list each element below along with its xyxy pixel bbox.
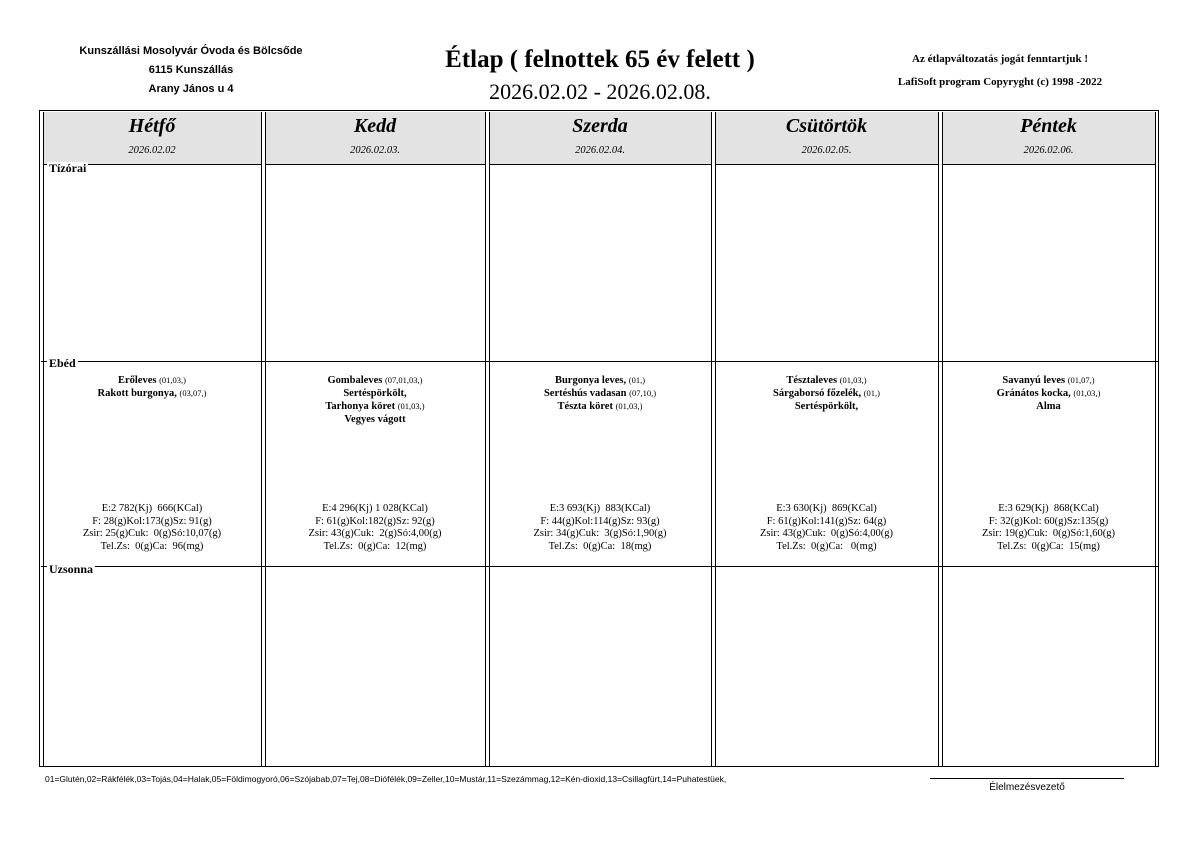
dish-name: Vegyes vágott — [344, 414, 406, 425]
dish-name: Sárgaborsó főzelék, — [773, 388, 862, 399]
dish-item — [265, 387, 485, 400]
dish-allergens: (01,03,) — [1073, 388, 1101, 398]
column-left-border — [265, 112, 266, 766]
dish-name: Savanyú leves — [1002, 375, 1066, 386]
column-right-border — [938, 112, 939, 766]
title-block — [400, 44, 800, 105]
dish-allergens: (01,03,) — [159, 375, 187, 385]
nutrition-line: E:3 630(Kj) 869(KCal) — [776, 503, 877, 514]
nutrition-line: F: 61(g)Kol:182(g)Sz: 92(g) — [315, 515, 435, 527]
dish-name: Burgonya leves, — [554, 375, 627, 386]
day-header — [715, 112, 938, 165]
dish-item — [265, 413, 485, 426]
column-right-border — [711, 112, 712, 766]
nutrition-line: F: 32(g)Kol: 60(g)Sz:135(g) — [988, 515, 1109, 527]
day-date: 2026.02.04. — [575, 145, 625, 156]
dish-name: Gombaleves — [327, 375, 383, 386]
nutrition-info — [715, 503, 938, 553]
grid-top-border — [39, 110, 1159, 111]
nutrition-line: Tel.Zs: 0(g)Ca: 15(mg) — [997, 540, 1100, 552]
dish-name: Tarhonya köret — [325, 401, 396, 412]
day-header — [489, 112, 711, 165]
nutrition-line: F: 44(g)Kol:114(g)Sz: 93(g) — [540, 515, 660, 527]
dish-item — [942, 387, 1155, 400]
nutrition-line: Zsir: 19(g)Cuk: 0(g)Só:1,60(g) — [982, 528, 1115, 539]
lunch-label: Ebéd — [49, 356, 76, 370]
nutrition-line: Zsir: 25(g)Cuk: 0(g)Só:10,07(g) — [82, 528, 222, 539]
nutrition-line: E:2 782(Kj) 666(KCal) — [101, 503, 203, 514]
nutrition-line: Zsir: 43(g)Cuk: 2(g)Só:4,00(g) — [308, 528, 442, 539]
nutrition-info — [489, 503, 711, 553]
morning-label: Tízórai — [49, 161, 87, 175]
dish-item — [715, 374, 938, 387]
dish-item — [942, 400, 1155, 413]
day-name: Hétfő — [128, 115, 176, 137]
column-right-border — [261, 112, 262, 766]
header-notes — [855, 48, 1145, 94]
nutrition-info — [43, 503, 261, 553]
day-name: Csütörtök — [785, 115, 868, 137]
dish-item — [489, 374, 711, 387]
lunch-menu — [715, 374, 938, 413]
dish-name: Gránátos kocka, — [996, 388, 1071, 399]
afternoon-separator — [41, 566, 1159, 567]
dish-allergens: (01,07,) — [1067, 375, 1095, 385]
dish-allergens: (07,10,) — [629, 388, 657, 398]
day-date: 2026.02.03. — [350, 145, 400, 156]
signature-line — [930, 778, 1124, 779]
dish-item — [489, 400, 711, 413]
dish-item — [489, 387, 711, 400]
allergen-legend: 01=Glutén,02=Rákfélék,03=Tojás,04=Halak,05=Földimogyoró,06=Szójabab,07=Tej,08=Diófélék,09=Zeller,10=Mustár,11=Szezámmag,12=Kén-dioxid,13=Csillagfürt,14=Puhatestüek, — [45, 774, 727, 784]
grid-right-border — [1158, 110, 1159, 766]
day-date: 2026.02.02 — [128, 145, 176, 156]
dish-name: Sertéspörkölt, — [343, 388, 407, 399]
lunch-menu — [265, 374, 485, 426]
dish-allergens: (01,03,) — [839, 375, 867, 385]
dish-name: Sertéshús vadasan — [543, 388, 627, 399]
nutrition-line: Zsir: 43(g)Cuk: 0(g)Só:4,00(g) — [760, 528, 893, 539]
column-left-border — [489, 112, 490, 766]
column-right-border — [485, 112, 486, 766]
dish-name: Alma — [1036, 401, 1061, 412]
dish-allergens: (01,) — [628, 375, 646, 385]
column-right-border — [1155, 112, 1156, 766]
dish-item — [43, 374, 261, 387]
nutrition-line: E:4 296(Kj) 1 028(KCal) — [322, 503, 428, 514]
nutrition-line: Zsir: 34(g)Cuk: 3(g)Só:1,90(g) — [533, 528, 667, 539]
nutrition-line: E:3 693(Kj) 883(KCal) — [549, 503, 651, 514]
nutrition-line: Tel.Zs: 0(g)Ca: 96(mg) — [100, 540, 204, 552]
lunch-menu — [43, 374, 261, 400]
dish-item — [715, 400, 938, 413]
dish-allergens: (03,07,) — [179, 388, 207, 398]
dish-name: Erőleves — [117, 375, 157, 386]
grid-bottom-border — [39, 766, 1159, 767]
change-notice: Az étlapváltozatás jogát fenntartjuk ! — [912, 53, 1088, 65]
day-name: Péntek — [1020, 115, 1077, 137]
dish-name: Rakott burgonya, — [97, 388, 177, 399]
day-date: 2026.02.06. — [1023, 145, 1074, 156]
dish-name: Tészta köret — [557, 401, 613, 412]
dish-allergens: (01,) — [863, 388, 880, 398]
nutrition-line: F: 61(g)Kol:141(g)Sz: 64(g) — [766, 515, 887, 527]
dish-allergens: (01,03,) — [615, 401, 643, 411]
org-city: 6115 Kunszállás — [148, 64, 234, 76]
dish-allergens: (01,03,) — [397, 401, 425, 411]
grid-left-border — [39, 110, 40, 766]
dish-name: Tésztaleves — [786, 375, 838, 386]
nutrition-line: E:3 629(Kj) 868(KCal) — [998, 503, 1099, 514]
dish-item — [942, 374, 1155, 387]
lunch-menu — [489, 374, 711, 413]
nutrition-info — [265, 503, 485, 553]
copyright-note: LafiSoft program Copyryght (c) 1998 -2022 — [897, 76, 1103, 88]
org-address: Arany János u 4 — [148, 83, 234, 95]
nutrition-info — [942, 503, 1155, 553]
day-header — [265, 112, 485, 165]
day-header — [43, 112, 261, 165]
dish-item — [43, 387, 261, 400]
column-left-border — [715, 112, 716, 766]
column-left-border — [942, 112, 943, 766]
org-name: Kunszállási Mosolyvár Óvoda és Bölcsőde — [79, 45, 303, 57]
nutrition-line: Tel.Zs: 0(g)Ca: 0(mg) — [776, 540, 877, 552]
dish-item — [715, 387, 938, 400]
menu-period: 2026.02.02 - 2026.02.08. — [489, 79, 711, 104]
page-title: Étlap ( felnottek 65 év felett ) — [445, 46, 755, 73]
day-name: Szerda — [572, 115, 628, 137]
nutrition-line: F: 28(g)Kol:173(g)Sz: 91(g) — [92, 515, 212, 527]
afternoon-label: Uzsonna — [49, 562, 94, 576]
day-name: Kedd — [353, 115, 397, 137]
column-left-border — [43, 112, 44, 766]
signature-label: Élelmezésvezető — [989, 782, 1065, 793]
dish-name: Sertéspörkölt, — [794, 401, 859, 412]
nutrition-line: Tel.Zs: 0(g)Ca: 18(mg) — [548, 540, 652, 552]
lunch-menu — [942, 374, 1155, 413]
day-date: 2026.02.05. — [801, 145, 852, 156]
dish-item — [265, 400, 485, 413]
nutrition-line: Tel.Zs: 0(g)Ca: 12(mg) — [323, 540, 427, 552]
organization-info — [60, 42, 322, 99]
lunch-separator — [41, 361, 1159, 362]
dish-item — [265, 374, 485, 387]
dish-allergens: (07,01,03,) — [384, 375, 423, 385]
day-header — [942, 112, 1155, 165]
